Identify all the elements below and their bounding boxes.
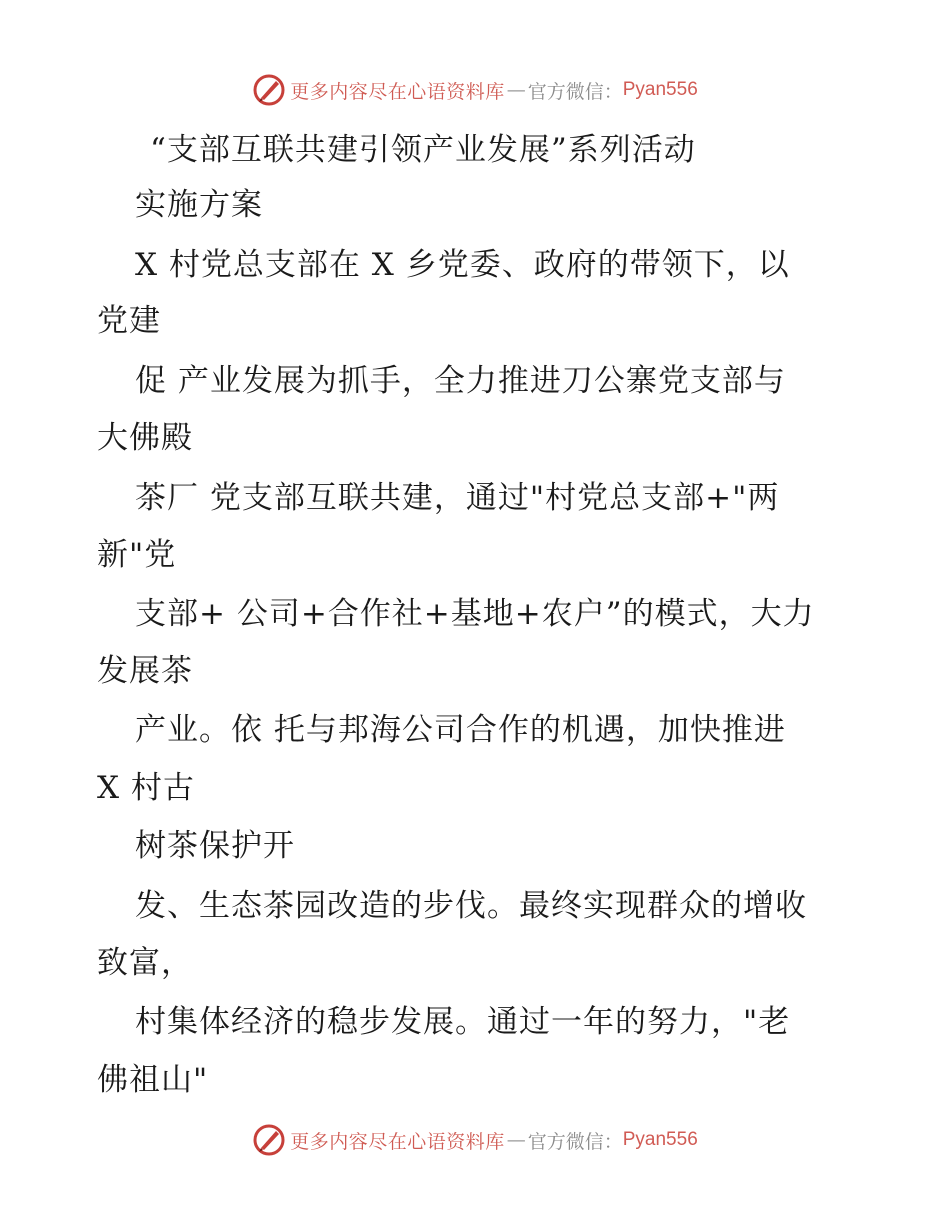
body-line: X 村党总支部在 X 乡党委、政府的带领下，以	[135, 247, 790, 283]
header-watermark-banner	[0, 70, 950, 110]
banner-wechat-label: 官方微信：	[527, 80, 623, 103]
body-line: 茶厂 党支部互联共建，通过"村党总支部+"两	[135, 480, 780, 516]
doc-title-line-1: “支部互联共建引领产业发展”系列活动	[150, 132, 696, 168]
banner-wechat-label: 官方微信：	[527, 1130, 623, 1153]
body-line: 发展茶	[97, 653, 193, 689]
banner-dash: —	[506, 79, 526, 101]
body-line: 新"党	[97, 537, 177, 573]
pen-logo-icon	[252, 73, 286, 107]
body-line: 发、生态茶园改造的步伐。最终实现群众的增收	[135, 888, 807, 924]
body-line: 促 产业发展为抓手，全力推进刀公寨党支部与	[135, 363, 786, 399]
banner-dash: —	[506, 1129, 526, 1151]
body-line: 村集体经济的稳步发展。通过一年的努力，"老	[135, 1004, 791, 1040]
banner-wechat-id: Pyan556	[622, 1129, 698, 1150]
pen-logo-icon	[252, 1123, 286, 1157]
body-line: 致富，	[97, 945, 193, 981]
banner-wechat-id: Pyan556	[622, 79, 698, 100]
doc-title-line-2: 实施方案	[135, 187, 263, 223]
body-line: X 村古	[97, 770, 195, 806]
banner-main-text: 更多内容尽在心语资料库	[290, 1130, 505, 1153]
body-line: 大佛殿	[97, 420, 193, 456]
body-line: 佛祖山"	[97, 1062, 209, 1098]
footer-watermark-banner	[0, 1120, 950, 1160]
body-line: 支部+ 公司+合作社+基地+农户”的模式，大力	[135, 596, 815, 632]
body-line: 产业。依 托与邦海公司合作的机遇，加快推进	[135, 712, 786, 748]
body-line: 树茶保护开	[135, 828, 295, 864]
body-line: 党建	[97, 303, 161, 339]
banner-main-text: 更多内容尽在心语资料库	[290, 80, 505, 103]
